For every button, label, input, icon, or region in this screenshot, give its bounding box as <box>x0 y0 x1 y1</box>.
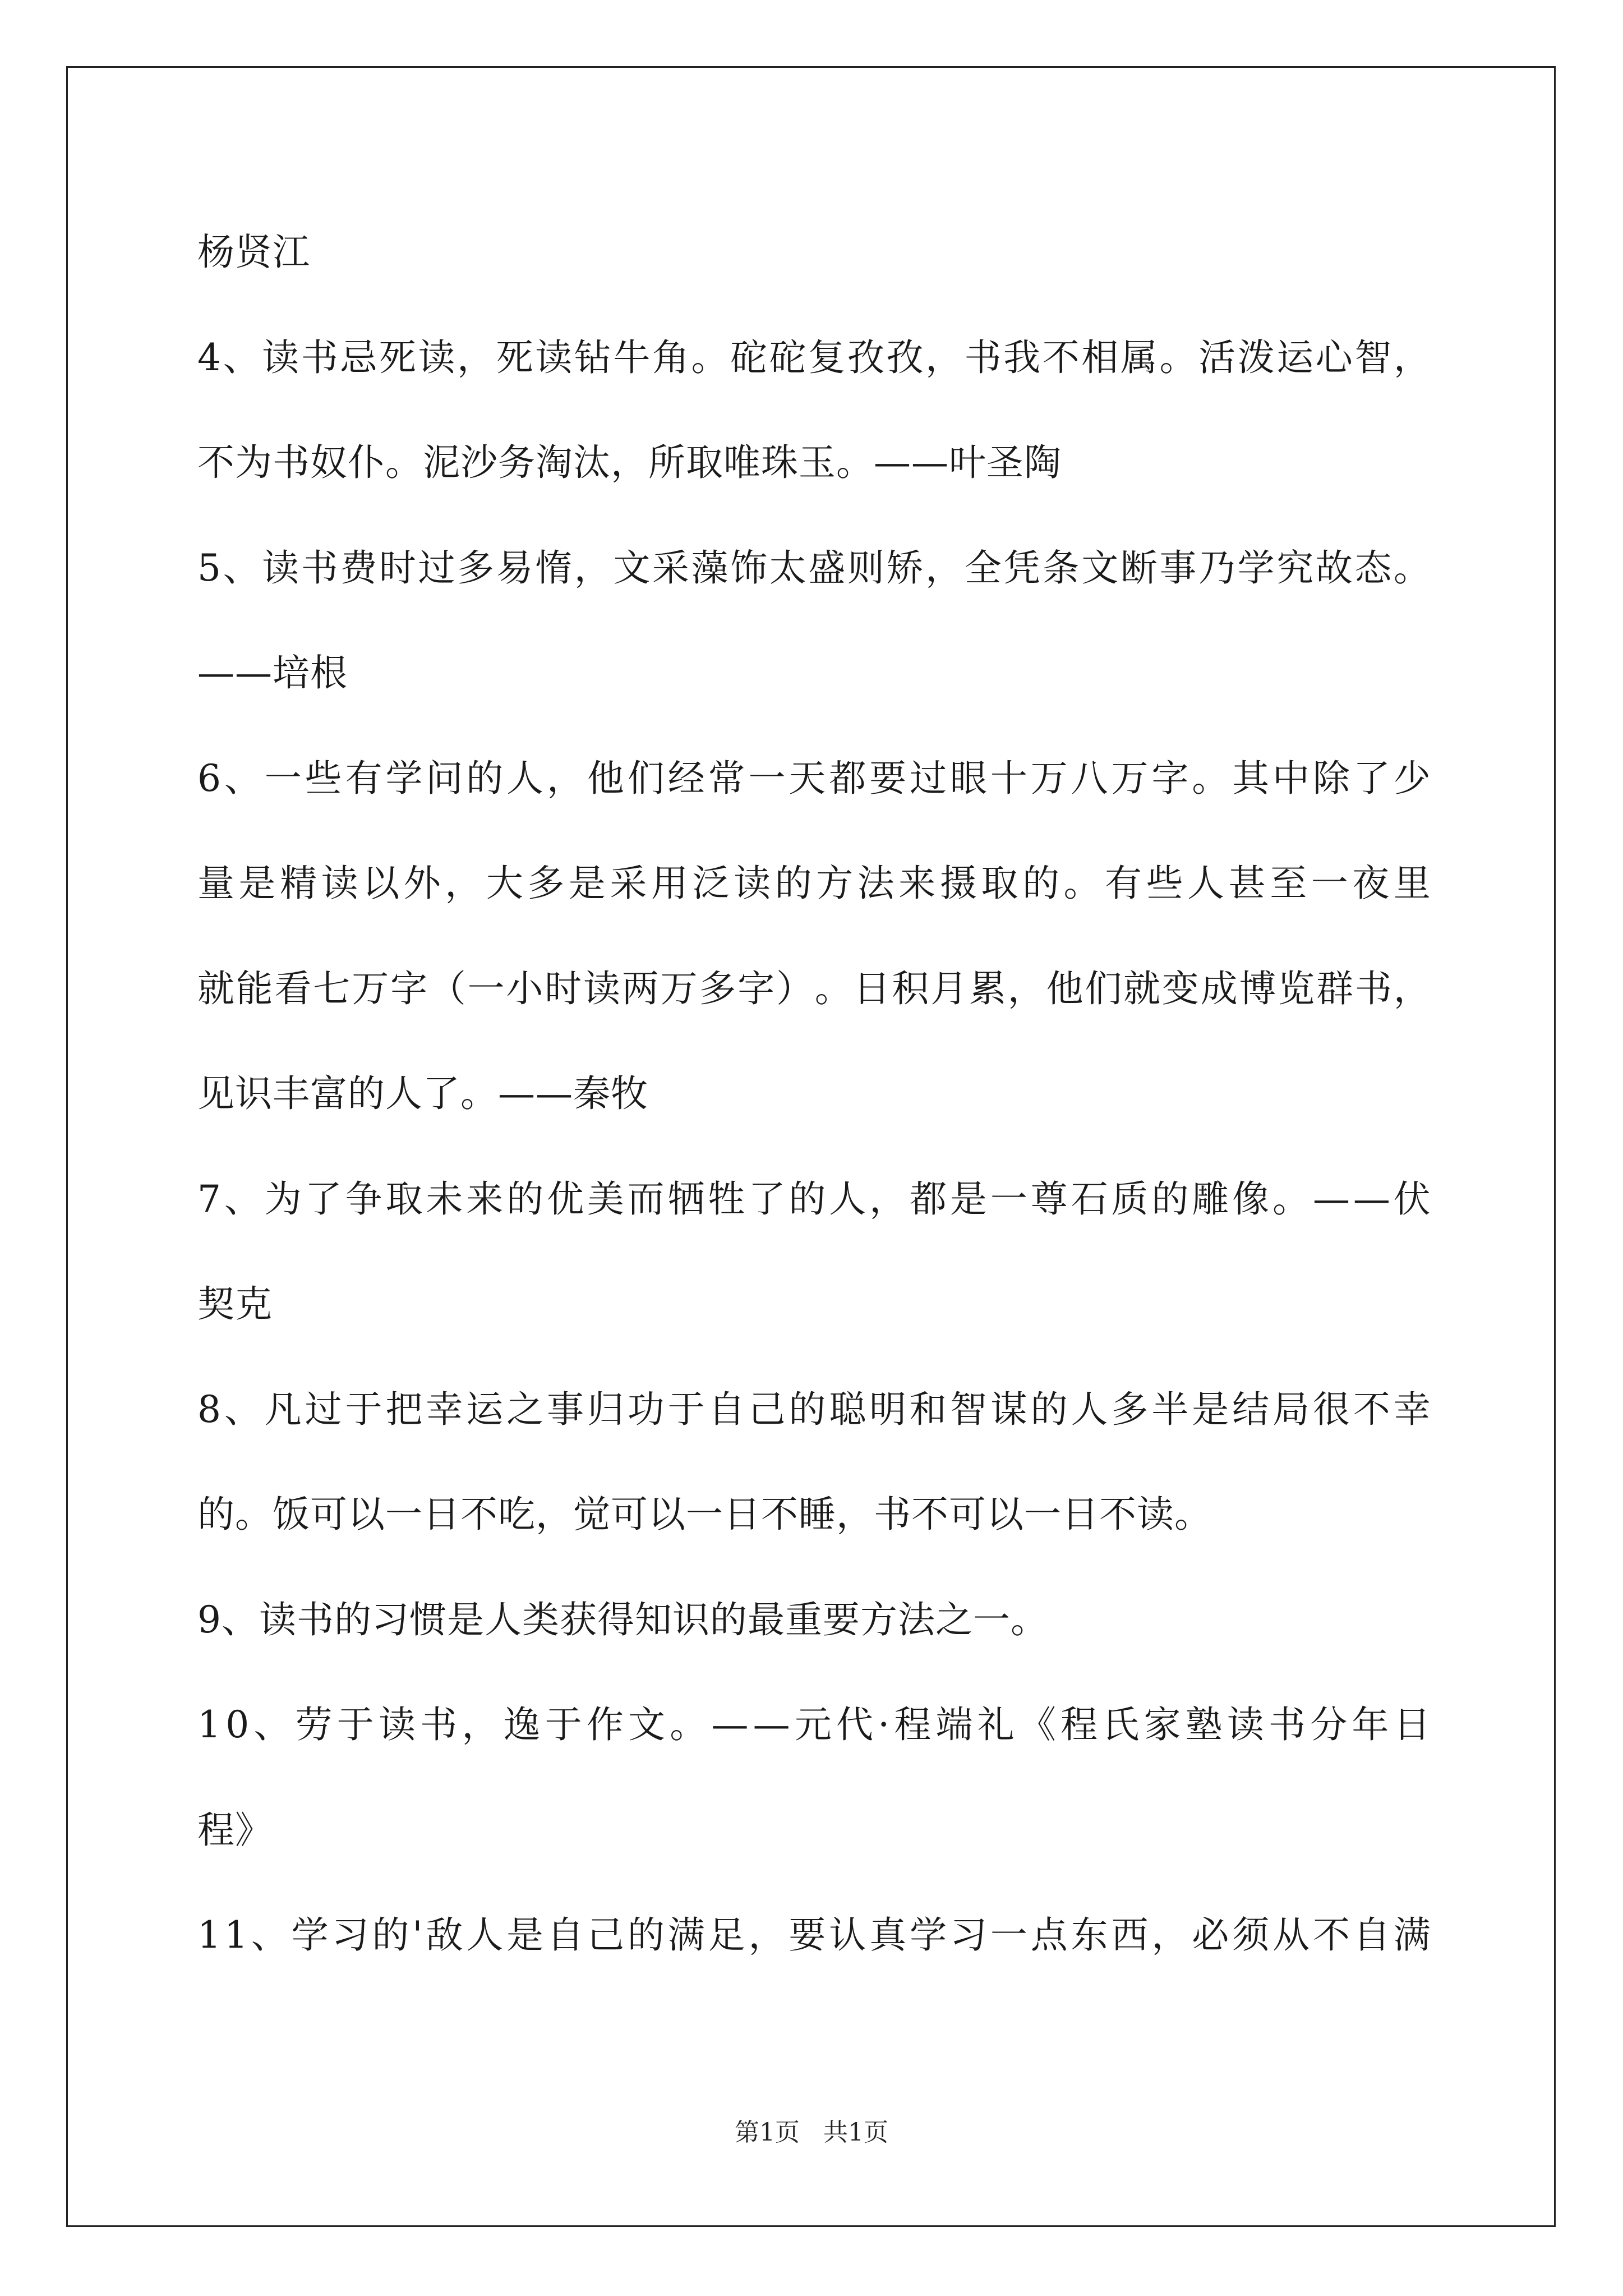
text-line: 6 、 一 些 有 学 问 的 人 ， 他 们 经 常 一 天 都 要 过 眼 十 万 八 万 字 。 其 中 除 了 少 <box>197 756 1431 800</box>
text-line: 7 、 为 了 争 取 未 来 的 优 美 而 牺 牲 了 的 人 ， 都 是 一 尊 石 质 的 雕 像 。 — — 伏 <box>197 1177 1431 1221</box>
text-line: 1 1 、 学 习 的 ' 敌 人 是 自 己 的 满 足 ， 要 认 真 学 习 一 点 东 西 ， 必 须 从 不 自 满 <box>197 1913 1431 1957</box>
text-line: 契克 <box>197 1282 273 1326</box>
text-line: 9、读书的习惯是人类获得知识的最重要方法之一。 <box>197 1598 1048 1641</box>
text-line: 5 、 读 书 费 时 过 多 易 惰 ， 文 采 藻 饰 太 盛 则 矫 ， 全 凭 条 文 断 事 乃 学 究 故 态 。 <box>197 546 1431 590</box>
text-line: 就 能 看 七 万 字 （ 一 小 时 读 两 万 多 字 ） 。 日 积 月 累 ， 他 们 就 变 成 博 览 群 书 ， <box>197 967 1431 1010</box>
text-line: 杨贤江 <box>197 231 310 274</box>
text-line: 见识丰富的人了。——秦牧 <box>197 1072 648 1115</box>
text-line: 程》 <box>197 1808 273 1852</box>
text-line: 4 、 读 书 忌 死 读 ， 死 读 钻 牛 角 。 砣 砣 复 孜 孜 ， 书 我 不 相 属 。 活 泼 运 心 智 ， <box>197 335 1431 379</box>
text-line: 的。饭可以一日不吃，觉可以一日不睡，书不可以一日不读。 <box>197 1493 1212 1536</box>
page-footer: 第1页 共1页 <box>735 2118 888 2147</box>
text-line: 量 是 精 读 以 外 ， 大 多 是 采 用 泛 读 的 方 法 来 摄 取 的 。 有 些 人 甚 至 一 夜 里 <box>197 862 1431 905</box>
text-line: 不为书奴仆。泥沙务淘汰，所取唯珠玉。——叶圣陶 <box>197 441 1062 484</box>
text-line: 1 0 、 劳 于 读 书 ， 逸 于 作 文 。 — — 元 代 · 程 端 礼 《 程 氏 家 塾 读 书 分 年 日 <box>197 1703 1431 1746</box>
text-line: 8 、 凡 过 于 把 幸 运 之 事 归 功 于 自 己 的 聪 明 和 智 谋 的 人 多 半 是 结 局 很 不 幸 <box>197 1387 1431 1431</box>
text-line: ——培根 <box>197 651 348 694</box>
document-body <box>197 210 1431 1999</box>
